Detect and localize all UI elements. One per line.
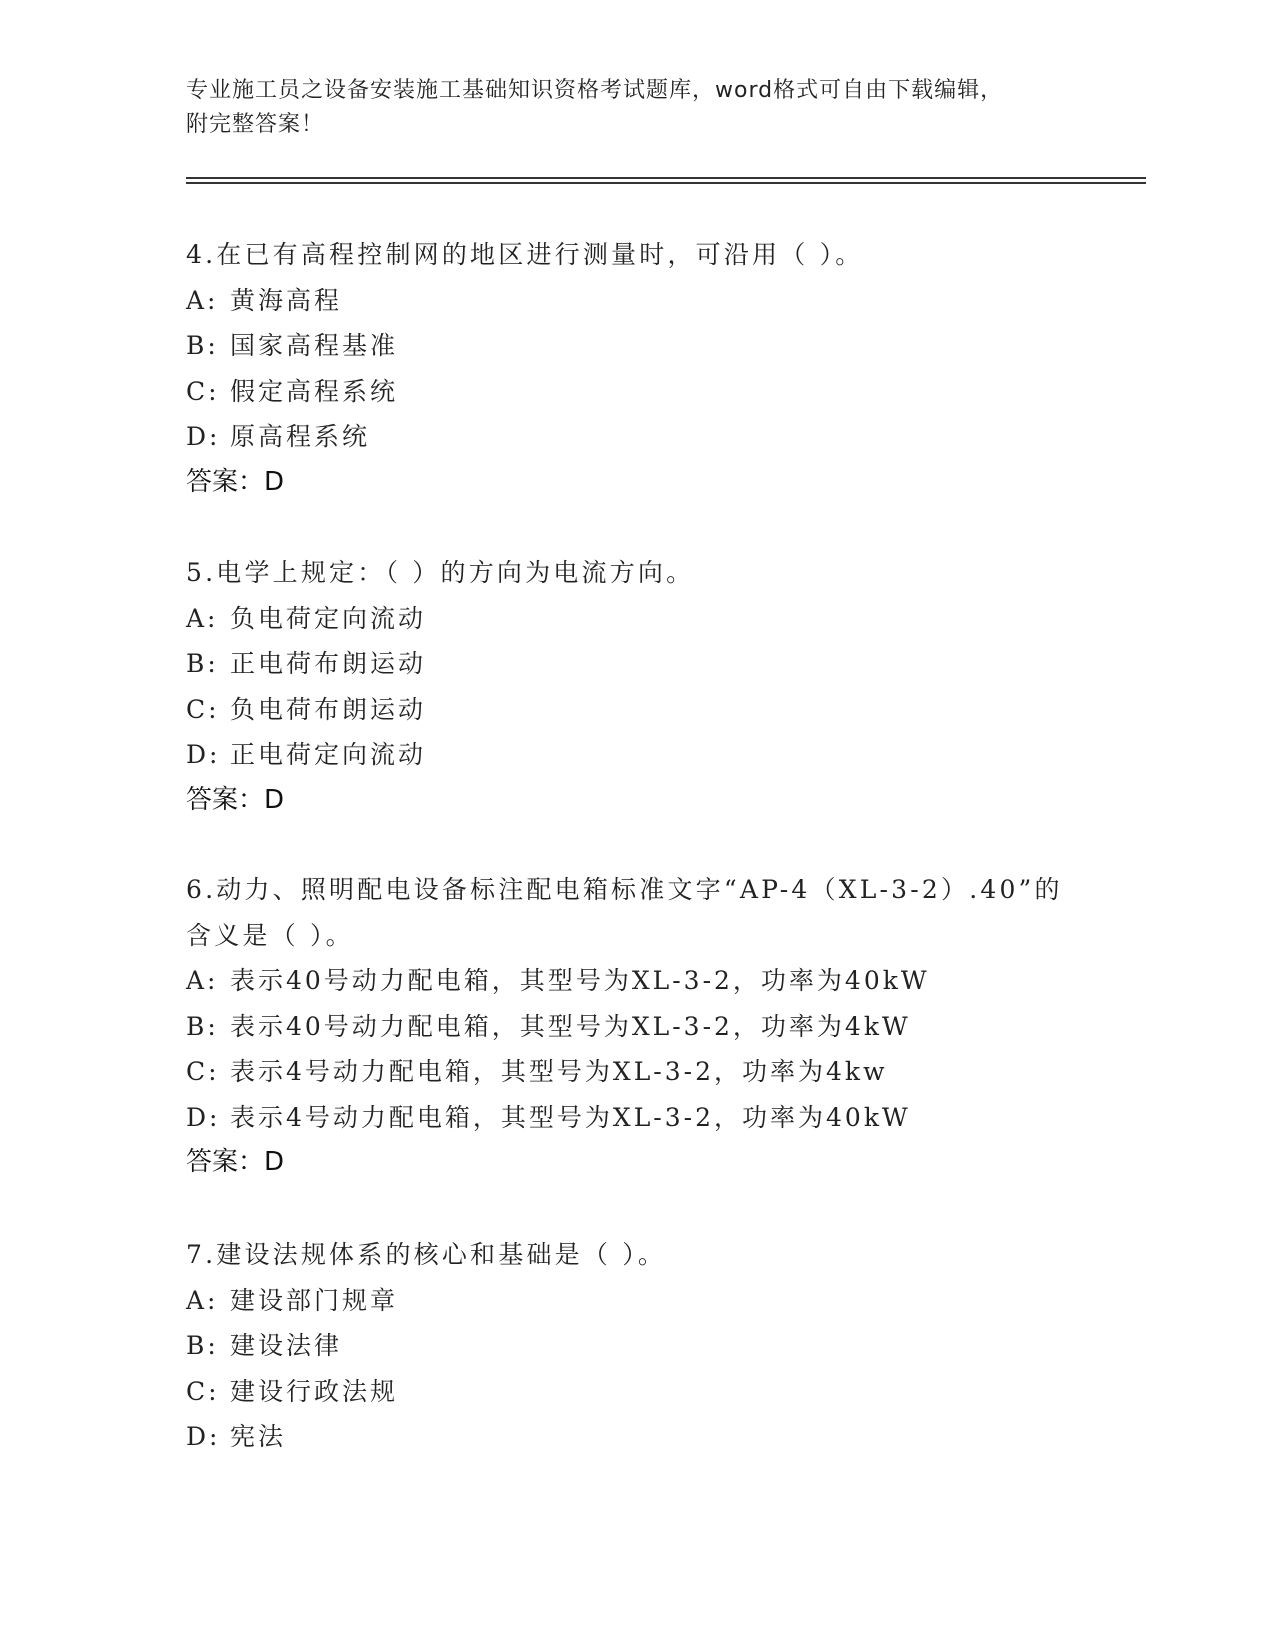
option-text: 建设行政法规: [230, 1376, 399, 1406]
option-text: 表示40号动力配电箱，其型号为XL-3-2，功率为40kW: [230, 966, 930, 995]
option-d: [186, 732, 1106, 778]
header-divider-top: [186, 177, 1146, 179]
option-text: 表示4号动力配电箱，其型号为XL-3-2，功率为40kW: [230, 1102, 911, 1132]
option-text: 假定高程系统: [230, 376, 399, 406]
option-text: 原高程系统: [230, 422, 371, 451]
option-a: [186, 958, 1106, 1004]
option-b: [186, 641, 1106, 687]
option-c: [186, 1049, 1106, 1095]
option-a: [186, 596, 1106, 642]
option-c: [186, 369, 1106, 415]
question-stem-line: 6.动力、照明配电设备标注配电箱标准文字“AP-4（XL-3-2）.40”的: [186, 875, 1063, 904]
question-stem-line: 4.在已有高程控制网的地区进行测量时，可沿用（ ）。: [186, 240, 864, 269]
option-key: D:: [186, 1102, 221, 1132]
option-b: [186, 323, 1106, 369]
option-a: [186, 278, 1106, 324]
option-key: B:: [186, 1011, 219, 1041]
option-key: C:: [186, 376, 220, 406]
option-key: B:: [186, 1331, 219, 1360]
question-stem-line: 7.建设法规体系的核心和基础是（ ）。: [186, 1240, 667, 1269]
question-7: [186, 1232, 1106, 1460]
header-line-1: 专业施工员之设备安装施工基础知识资格考试题库，word格式可自由下载编辑，: [186, 78, 1004, 103]
answer-label: 答案：D: [186, 1147, 285, 1177]
option-key: B:: [186, 331, 219, 360]
option-text: 建设部门规章: [230, 1285, 399, 1315]
option-text: 负电荷定向流动: [230, 603, 427, 633]
document-header: [186, 74, 1106, 142]
option-c: [186, 1369, 1106, 1415]
option-key: C:: [186, 694, 220, 724]
option-text: 黄海高程: [230, 285, 343, 315]
option-text: 宪法: [230, 1422, 287, 1451]
option-key: C:: [186, 1057, 220, 1086]
option-d: [186, 414, 1106, 460]
question-stem: [186, 550, 1106, 596]
option-b: [186, 1004, 1106, 1050]
option-b: [186, 1323, 1106, 1369]
option-key: A:: [186, 966, 219, 995]
option-key: A:: [186, 285, 219, 315]
option-text: 正电荷定向流动: [230, 740, 427, 769]
option-text: 建设法律: [230, 1331, 343, 1360]
question-stem-line: 5.电学上规定：（ ）的方向为电流方向。: [186, 558, 695, 587]
option-a: [186, 1278, 1106, 1324]
option-d: [186, 1095, 1106, 1141]
answer-label: 答案：D: [186, 466, 285, 497]
question-5: [186, 550, 1106, 823]
option-key: A:: [186, 1285, 219, 1315]
question-stem-line: 含义是（ ）。: [186, 920, 354, 950]
option-text: 正电荷布朗运动: [230, 649, 427, 678]
option-text: 表示4号动力配电箱，其型号为XL-3-2，功率为4kw: [230, 1057, 888, 1086]
option-c: [186, 687, 1106, 733]
question-4: [186, 232, 1106, 505]
option-key: B:: [186, 649, 219, 678]
question-stem: [186, 232, 1106, 278]
question-stem: [186, 1232, 1106, 1278]
question-stem: [186, 867, 1106, 958]
option-text: 表示40号动力配电箱，其型号为XL-3-2，功率为4kW: [230, 1011, 911, 1041]
header-line-2: 附完整答案！: [186, 112, 325, 137]
header-divider-bottom: [186, 182, 1146, 184]
question-6: [186, 867, 1106, 1186]
option-text: 国家高程基准: [230, 331, 399, 360]
answer-label: 答案：D: [186, 784, 285, 815]
option-d: [186, 1414, 1106, 1460]
option-key: A:: [186, 603, 219, 633]
option-key: D:: [186, 740, 221, 769]
option-key: D:: [186, 422, 221, 451]
option-text: 负电荷布朗运动: [230, 694, 427, 724]
option-key: D:: [186, 1422, 221, 1451]
option-key: C:: [186, 1376, 220, 1406]
